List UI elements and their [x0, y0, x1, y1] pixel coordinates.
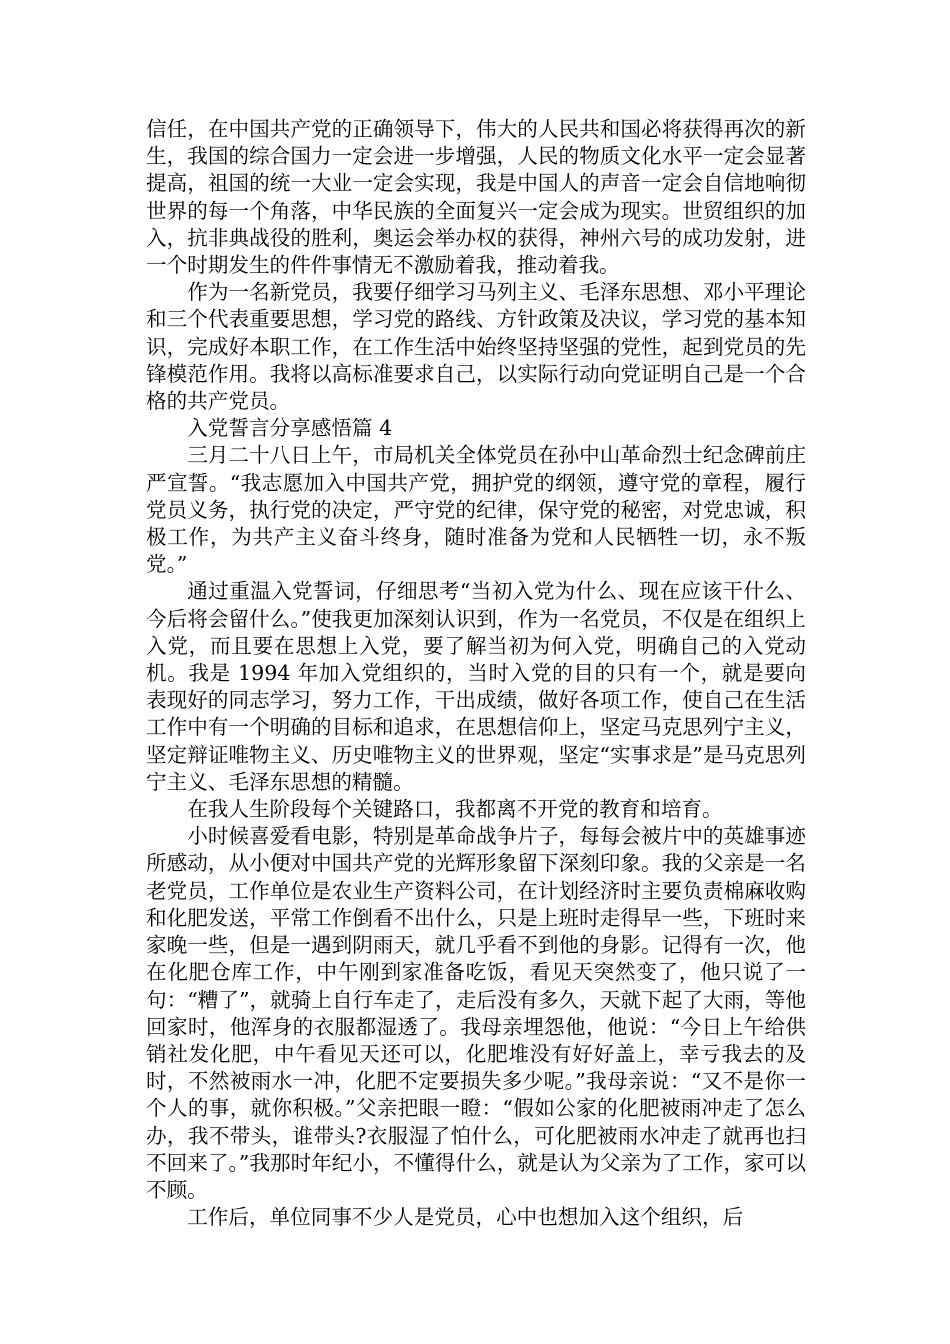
paragraph-2: 作为一名新党员，我要仔细学习马列主义、毛泽东思想、邓小平理论和三个代表重要思想，学习党的路线、方针政策及决议，学习党的基本知识，完成好本职工作，在工作生活中始终坚持坚强的党性，起到党员的先锋模范作用。我将以高标准要求自己，以实际行动向党证明自己是一个合格的共产党员。 [146, 280, 806, 414]
paragraph-4: 通过重温入党誓词，仔细思考“当初入党为什么、现在应该干什么、今后将会留什么。”使我更加深刻认识到，作为一名党员，不仅是在组织上入党，而且要在思想上入党，要了解当初为何入党，明确自己的入党动机。我是 1994 年加入党组织的，当时入党的目的只有一个，就是要向表现好的同志学习，努力工作，干出成绩，做好各项工作，使自己在生活工作中有一个明确的目标和追求，在思想信仰上，坚定马克思列宁主义，坚定辩证唯物主义、历史唯物主义的世界观，坚定“实事求是”是马克思列宁主义、毛泽东思想的精髓。 [146, 579, 806, 794]
document-page [146, 116, 806, 1231]
paragraph-6: 小时候喜爱看电影，特别是革命战争片子，每每会被片中的英雄事迹所感动，从小便对中国共产党的光辉形象留下深刻印象。我的父亲是一名老党员，工作单位是农业生产资料公司，在计划经济时主要负责棉麻收购和化肥发送，平常工作倒看不出什么，只是上班时走得早一些，下班时来家晚一些，但是一遇到阴雨天，就几乎看不到他的身影。记得有一次，他在化肥仓库工作，中午刚到家准备吃饭，看见天突然变了，他只说了一句：“糟了”，就骑上自行车走了，走后没有多久，天就下起了大雨，等他回家时，他浑身的衣服都湿透了。我母亲埋怨他，他说：“今日上午给供销社发化肥，中午看见天还可以，化肥堆没有好好盖上，幸亏我去的及时，不然被雨水一冲，化肥不定要损失多少呢。”我母亲说：“又不是你一个人的事，就你积极。”父亲把眼一瞪：“假如公家的化肥被雨冲走了怎么办，我不带头，谁带头?衣服湿了怕什么，可化肥被雨水冲走了就再也扫不回来了。”我那时年纪小，不懂得什么，就是认为父亲为了工作，家可以不顾。 [146, 824, 806, 1202]
paragraph-7: 工作后，单位同事不少人是党员，心中也想加入这个组织，后 [187, 1205, 744, 1230]
section-heading: 入党誓言分享感悟篇 4 [187, 416, 393, 441]
paragraph-3: 三月二十八日上午，市局机关全体党员在孙中山革命烈士纪念碑前庄严宣誓。“我志愿加入中国共产党，拥护党的纲领，遵守党的章程，履行党员义务，执行党的决定，严守党的纪律，保守党的秘密，对党忠诚，积极工作，为共产主义奋斗终身，随时准备为党和人民牺牲一切，永不叛党。” [146, 443, 806, 577]
paragraph-1: 信任，在中国共产党的正确领导下，伟大的人民共和国必将获得再次的新生，我国的综合国力一定会进一步增强，人民的物质文化水平一定会显著提高，祖国的统一大业一定会实现，我是中国人的声音一定会自信地响彻世界的每一个角落，中华民族的全面复兴一定会成为现实。世贸组织的加入，抗非典战役的胜利，奥运会举办权的获得，神州六号的成功发射，进一个时期发生的件件事情无不激励着我，推动着我。 [146, 117, 806, 278]
paragraph-5: 在我人生阶段每个关键路口，我都离不开党的教育和培育。 [187, 797, 723, 822]
